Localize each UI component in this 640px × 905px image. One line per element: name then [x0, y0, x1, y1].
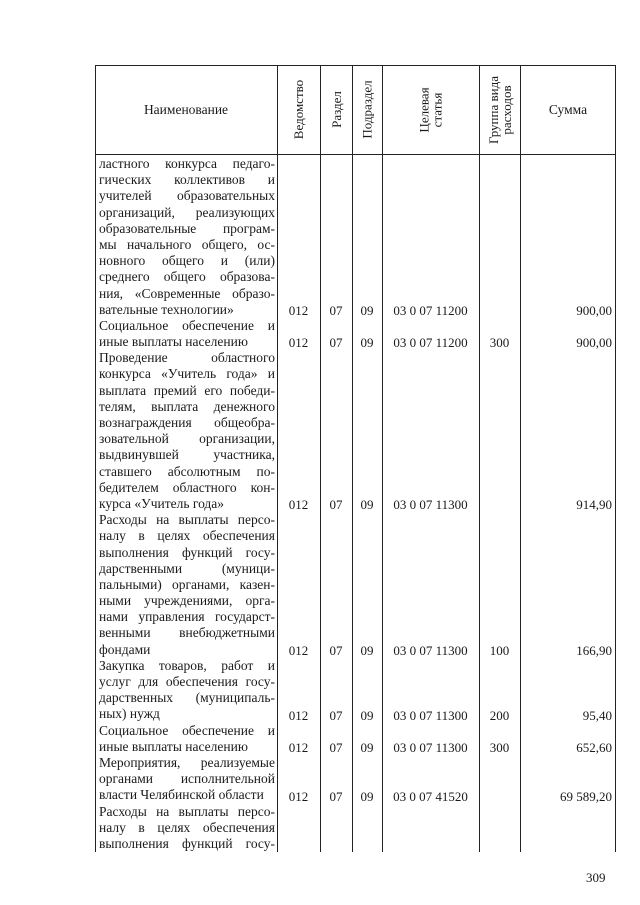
cell-sum: 166,90 — [576, 643, 612, 658]
header-podrazdel — [352, 65, 382, 154]
name-line: ными учреждениями, орга- — [99, 593, 275, 609]
name-line: ставшего абсолютным по- — [99, 463, 275, 479]
cell-ved: 012 — [288, 335, 309, 351]
name-line: Расходы на выплаты персо- — [99, 803, 275, 819]
cell-grp: 100 — [489, 643, 510, 658]
name-line: среднего общего образова- — [99, 269, 275, 285]
name-line: курса «Учитель года» — [99, 495, 225, 511]
header-podrazdel-label: Подраздел — [359, 80, 375, 139]
header-vedomstvo — [277, 65, 320, 154]
name-line: вознаграждения общеобра- — [99, 415, 275, 430]
cell-sum: 900,00 — [576, 335, 612, 351]
header-name: Наименование — [143, 101, 229, 117]
cell-ved: 012 — [288, 707, 309, 723]
name-line: пальными) органами, казен- — [99, 576, 275, 592]
name-line: телям, выплата денежного — [99, 398, 275, 414]
header-gruppa — [479, 65, 520, 154]
cell-pod: 09 — [360, 643, 374, 658]
cell-ved: 012 — [288, 302, 309, 318]
column-divider — [382, 65, 383, 852]
name-line: выполнения функций госу- — [99, 835, 275, 851]
header-razdel — [320, 65, 352, 154]
name-line: Мероприятия, реализуемые — [99, 754, 275, 770]
table-border-left — [95, 65, 96, 852]
cell-pod: 09 — [360, 302, 374, 318]
budget-table — [95, 65, 616, 852]
cell-cel: 03 0 07 41520 — [393, 788, 468, 804]
cell-pod: 09 — [360, 740, 374, 756]
cell-sum: 914,90 — [576, 497, 612, 513]
cell-cel: 03 0 07 11300 — [393, 497, 468, 513]
name-line: гических коллективов и — [99, 172, 275, 188]
name-line: выдвинувшей участника, — [99, 447, 275, 463]
cell-grp: 300 — [489, 740, 510, 756]
name-line: дарственных (муниципаль- — [99, 690, 275, 706]
cell-cel: 03 0 07 11200 — [393, 302, 468, 318]
header-celevaya-label — [417, 87, 443, 132]
header-celevaya-line2: статья — [429, 92, 445, 127]
name-line: налу в целях обеспечения — [99, 528, 275, 544]
name-line: услуг для обеспечения госу- — [99, 674, 275, 689]
header-gruppa-line1: Группа вида — [485, 75, 501, 144]
cell-pod: 09 — [360, 497, 374, 513]
name-line: конкурса «Учитель года» и — [99, 366, 275, 382]
cell-grp: 300 — [489, 335, 510, 351]
cell-sum: 652,60 — [576, 740, 612, 756]
cell-cel: 03 0 07 11300 — [393, 707, 468, 723]
cell-raz: 07 — [329, 643, 343, 658]
cell-sum: 900,00 — [576, 302, 612, 318]
name-line: Расходы на выплаты персо- — [99, 512, 275, 528]
cell-cel: 03 0 07 11200 — [393, 335, 468, 351]
name-line: венными внебюджетными — [99, 625, 275, 641]
cell-raz: 07 — [329, 497, 343, 513]
column-divider — [479, 65, 480, 852]
cell-raz: 07 — [329, 740, 343, 756]
header-gruppa-label — [487, 76, 513, 144]
name-line: бедителем областного кон- — [99, 479, 275, 495]
name-line: Проведение областного — [99, 350, 275, 366]
name-line: Социальное обеспечение и — [99, 722, 275, 738]
name-line: иные выплаты населению — [99, 334, 248, 350]
name-line: учителей образовательных — [99, 188, 275, 204]
name-line: выплата премий его победи- — [99, 382, 275, 398]
name-line: выполнения функций госу- — [99, 544, 275, 560]
cell-sum: 69 589,20 — [560, 788, 612, 804]
cell-cel: 03 0 07 11300 — [393, 740, 468, 756]
cell-pod: 09 — [360, 788, 374, 804]
name-line: иные выплаты населению — [99, 738, 248, 754]
name-line: власти Челябинской области — [99, 787, 264, 803]
header-divider — [95, 154, 616, 155]
cell-raz: 07 — [329, 302, 343, 318]
cell-grp: 200 — [489, 707, 510, 723]
name-line: ных) нужд — [99, 706, 160, 722]
cell-ved: 012 — [288, 788, 309, 804]
name-line: фондами — [99, 641, 151, 657]
header-razdel-label: Раздел — [328, 91, 344, 128]
cell-raz: 07 — [329, 707, 343, 723]
name-line: ния, «Современные образо- — [99, 285, 275, 301]
header-vedomstvo-label: Ведомство — [291, 79, 306, 140]
cell-cel: 03 0 07 11300 — [393, 643, 468, 658]
name-line: органами исполнительной — [99, 771, 275, 787]
header-summa: Сумма — [548, 101, 588, 117]
name-line: дарственными (муници- — [99, 560, 275, 576]
cell-pod: 09 — [360, 707, 374, 723]
column-divider — [277, 65, 278, 852]
cell-raz: 07 — [329, 335, 343, 351]
cell-pod: 09 — [360, 335, 374, 351]
name-line: новного общего и (или) — [99, 253, 275, 269]
name-column — [99, 156, 275, 852]
cell-ved: 012 — [288, 643, 309, 658]
name-line: зовательной организации, — [99, 431, 275, 447]
cell-ved: 012 — [288, 740, 309, 756]
cell-raz: 07 — [329, 788, 343, 804]
header-gruppa-line2: расходов — [498, 84, 514, 135]
name-line: организаций, реализующих — [99, 204, 275, 220]
column-divider — [520, 65, 521, 852]
cell-ved: 012 — [288, 497, 309, 513]
header-celevaya-line1: Целевая — [416, 86, 432, 133]
column-divider — [320, 65, 321, 852]
cell-sum: 95,40 — [582, 707, 612, 723]
header-celevaya — [382, 65, 479, 154]
name-line: Социальное обеспечение и — [99, 317, 275, 333]
name-line: налу в целях обеспечения — [99, 819, 275, 835]
page-number: 309 — [586, 870, 606, 885]
name-line: мы начального общего, ос- — [99, 236, 275, 252]
name-line: Закупка товаров, работ и — [99, 657, 275, 673]
name-line: нами управления государст- — [99, 609, 275, 625]
column-divider — [352, 65, 353, 852]
table-border-right — [615, 65, 616, 852]
name-line: образовательные програм- — [99, 220, 275, 236]
name-line: ластного конкурса педаго- — [99, 156, 275, 171]
name-line: вательные технологии» — [99, 301, 234, 317]
